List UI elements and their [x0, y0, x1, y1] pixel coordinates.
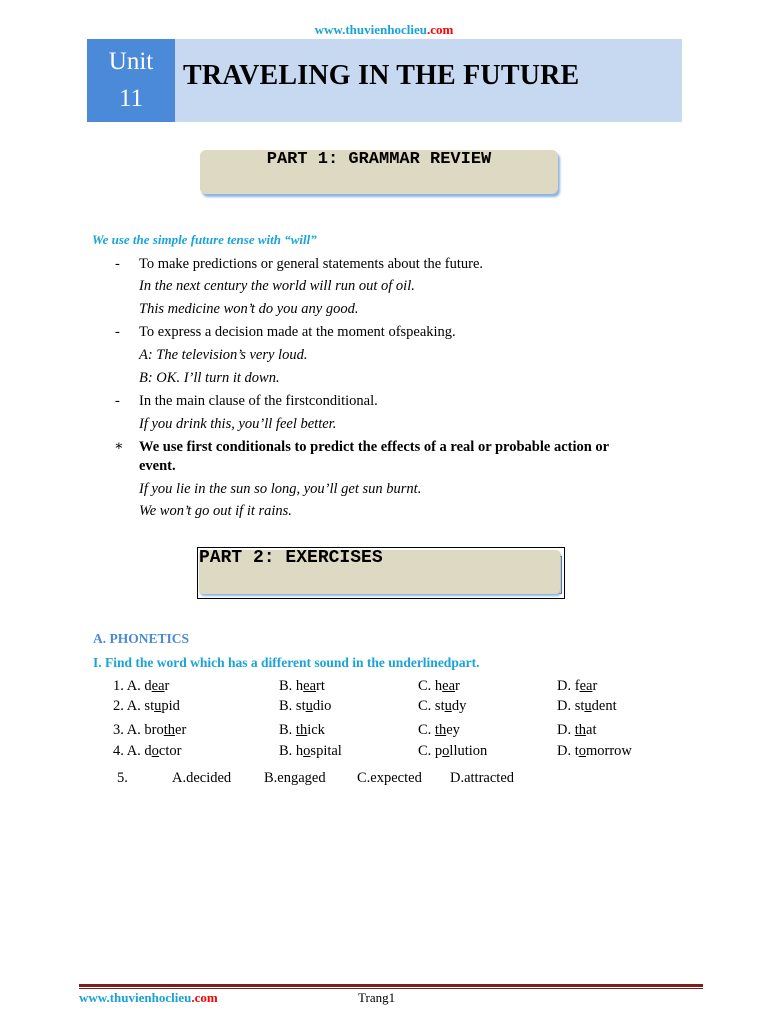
option-5b: B.engaged — [264, 770, 326, 786]
grammar-note: We use first conditionals to predict the effects of a real or probable action or — [139, 439, 610, 455]
footer-site-domain: .com — [191, 990, 218, 1005]
grammar-example: A: The television’s very loud. — [139, 347, 308, 363]
option-4b: B. hospital — [279, 743, 342, 759]
option-3d: D. that — [557, 722, 597, 738]
footer-divider — [79, 984, 703, 987]
grammar-example: B: OK. I’ll turn it down. — [139, 370, 280, 386]
exercise-instruction: I. Find the word which has a different sound in the underlinedpart. — [93, 655, 480, 670]
grammar-example: This medicine won’t do you any good. — [139, 301, 359, 317]
option-1a: 1. A. dear — [113, 678, 170, 694]
section-heading-phonetics: A. PHONETICS — [93, 631, 190, 646]
page-number: Trang1 — [358, 990, 396, 1005]
grammar-example: In the next century the world will run out of oil. — [139, 278, 415, 294]
option-2a: 2. A. stupid — [113, 698, 180, 714]
dash-marker: - — [115, 324, 120, 340]
footer-divider-thin — [79, 988, 703, 989]
dash-marker: - — [115, 393, 120, 409]
grammar-rule-heading: We use the simple future tense with “will” — [92, 232, 317, 247]
grammar-point: To express a decision made at the moment ofspeaking. — [139, 324, 456, 340]
option-1b: B. heart — [279, 678, 325, 694]
option-3b: B. thick — [279, 722, 325, 738]
option-1c: C. hear — [418, 678, 460, 694]
unit-number: 11 — [118, 85, 144, 112]
option-4d: D. tomorrow — [557, 743, 632, 759]
option-1d: D. fear — [557, 678, 598, 694]
footer-site-link[interactable] — [79, 990, 218, 1006]
option-4a: 4. A. doctor — [113, 743, 182, 759]
option-3a: 3. A. brother — [113, 722, 187, 738]
dash-marker: - — [115, 256, 120, 272]
option-2d: D. student — [557, 698, 617, 714]
option-4c: C. pollution — [418, 743, 488, 759]
part2-heading: PART 2: EXERCISES — [199, 548, 383, 568]
question-5-number: 5. — [117, 770, 128, 786]
unit-badge — [87, 39, 175, 122]
option-5c: C.expected — [357, 770, 422, 786]
grammar-point: To make predictions or general statements about the future. — [139, 256, 484, 272]
footer-site-name: www.thuvienhoclieu — [79, 990, 192, 1005]
grammar-example: If you drink this, you’ll feel better. — [139, 416, 337, 432]
option-2c: C. study — [418, 698, 467, 714]
option-3c: C. they — [418, 722, 460, 738]
grammar-example: If you lie in the sun so long, you’ll get sun burnt. — [139, 481, 422, 497]
option-5a: A.decided — [172, 770, 232, 786]
grammar-point: In the main clause of the firstconditional. — [139, 393, 378, 409]
site-header-link[interactable] — [0, 22, 768, 38]
option-5d: D.attracted — [450, 770, 515, 786]
unit-label: Unit — [108, 48, 154, 75]
site-name: www.thuvienhoclieu — [314, 22, 427, 37]
grammar-note-cont: event. — [139, 458, 176, 474]
site-domain: .com — [426, 22, 454, 37]
part1-heading: PART 1: GRAMMAR REVIEW — [266, 150, 492, 169]
star-bullet-icon: ∗ — [114, 439, 124, 454]
option-2b: B. studio — [279, 698, 332, 714]
page-title: TRAVELING IN THE FUTURE — [183, 60, 580, 91]
grammar-example: We won’t go out if it rains. — [139, 503, 292, 519]
